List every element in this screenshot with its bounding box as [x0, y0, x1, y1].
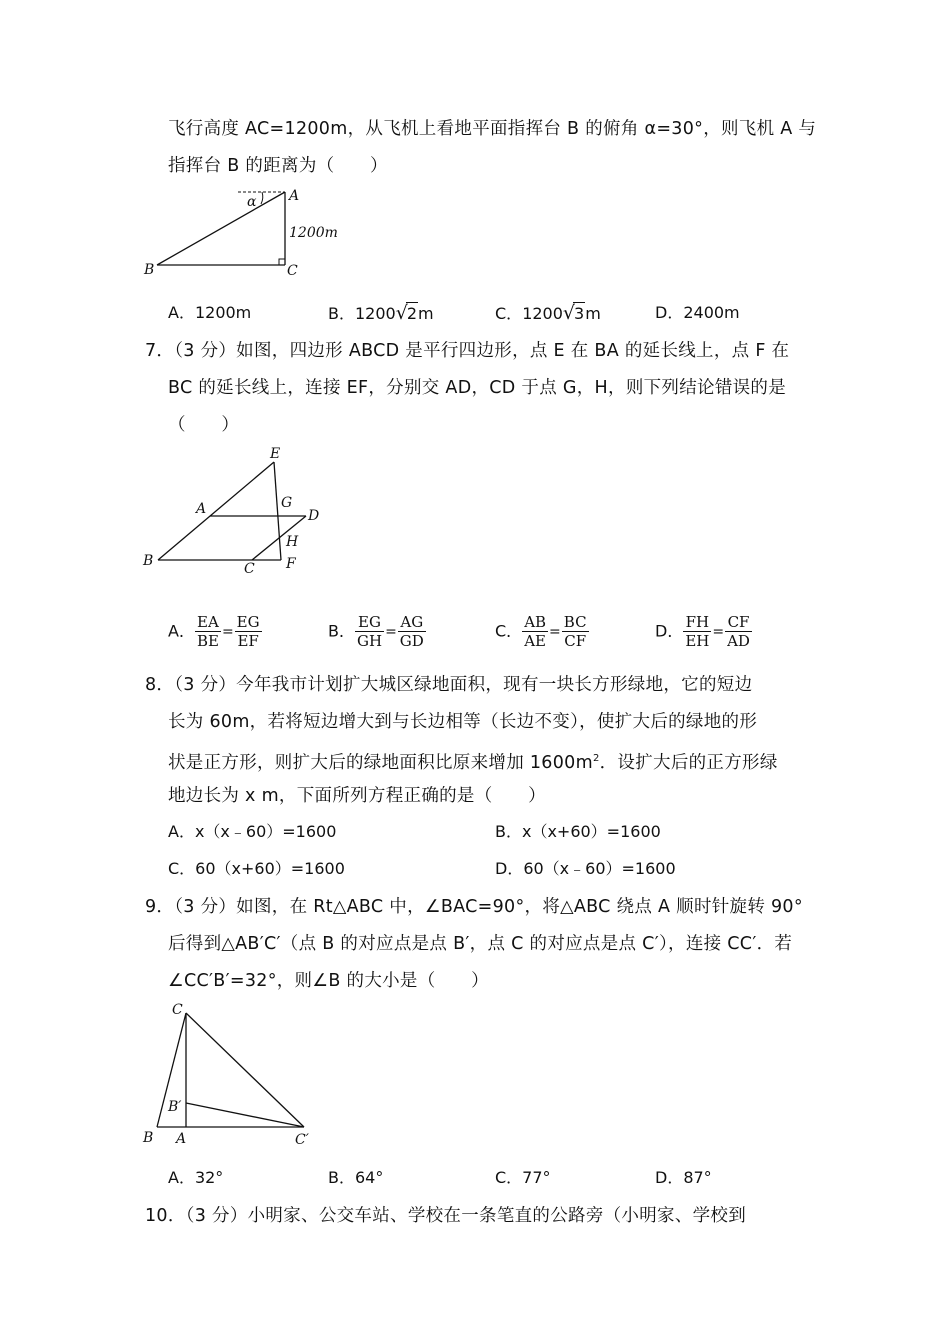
q8-text-line4: 地边长为 x m，下面所列方程正确的是（ ） — [168, 786, 546, 806]
q6-option-a: A．1200m — [168, 303, 252, 322]
q9-text-line3: ∠CC′B′=32°，则∠B 的大小是（ ） — [168, 971, 489, 991]
q7-text-line2: BC 的延长线上，连接 EF，分别交 AD，CD 于点 G，H，则下列结论错误的是 — [168, 378, 787, 398]
q7-option-d: D． $\frac{FH}{EH}$ = $\frac{CF}{AD}$ — [655, 613, 750, 650]
q8-option-b: B．x（x+60）=1600 — [495, 822, 661, 841]
q7-label-g: G — [281, 495, 293, 511]
q7-label-a: A — [196, 501, 207, 517]
q7-text-line3: （ ） — [168, 415, 240, 435]
q6-label-c: C — [287, 263, 298, 279]
q6-label-a: A — [289, 188, 300, 204]
q7-figure — [138, 440, 338, 580]
q9-option-c: C．77° — [495, 1168, 551, 1187]
q7-text-line1: 7．（3 分）如图，四边形 ABCD 是平行四边形，点 E 在 BA 的延长线上，点 F 在 — [145, 341, 790, 361]
q7-option-c: C． $\frac{AB}{AE}$ = $\frac{BC}{CF}$ — [495, 613, 587, 650]
q6-label-b: B — [144, 262, 155, 278]
q6-text-line2: 指挥台 B 的距离为（ ） — [168, 156, 388, 176]
q6-option-c: C．1200√3m — [495, 302, 601, 324]
q6-figure — [140, 184, 350, 280]
q10-text-line1: 10．（3 分）小明家、公交车站、学校在一条笔直的公路旁（小明家、学校到 — [145, 1206, 747, 1226]
q9-option-a: A．32° — [168, 1168, 224, 1187]
q9-option-b: B．64° — [328, 1168, 384, 1187]
q7-label-d: D — [308, 508, 320, 524]
sqrt-symbol: √2 — [395, 302, 417, 324]
sqrt-symbol: √3 — [562, 302, 585, 324]
q7-label-c: C — [244, 561, 255, 577]
q7-label-e: E — [270, 446, 281, 462]
q6-option-d: D．2400m — [655, 303, 740, 322]
q9-text-line2: 后得到△AB′C′（点 B 的对应点是点 B′，点 C 的对应点是点 C′），连接 CC′．若 — [168, 934, 793, 954]
q9-option-d: D．87° — [655, 1168, 712, 1187]
q9-label-b: B — [143, 1130, 154, 1146]
q8-option-a: A．x（x﹣60）=1600 — [168, 822, 337, 841]
q8-option-c: C．60（x+60）=1600 — [168, 859, 345, 878]
q7-label-h: H — [286, 534, 299, 550]
q7-option-b: B． $\frac{EG}{GH}$ = $\frac{AG}{GD}$ — [328, 613, 424, 650]
q7-label-b: B — [143, 553, 154, 569]
q8-text-line1: 8．（3 分）今年我市计划扩大城区绿地面积，现有一块长方形绿地，它的短边 — [145, 675, 753, 695]
q6-option-b: B．1200√2m — [328, 302, 434, 324]
q7-label-f: F — [286, 556, 296, 572]
q9-label-b-prime: B′ — [168, 1099, 182, 1115]
q9-label-c: C — [172, 1002, 183, 1018]
q9-label-c-prime: C′ — [295, 1132, 309, 1148]
q6-text-line1: 飞行高度 AC=1200m，从飞机上看地平面指挥台 B 的俯角 α=30°，则飞机 A 与 — [168, 119, 817, 139]
q9-figure — [138, 998, 328, 1150]
q8-text-line3: 状是正方形，则扩大后的绿地面积比原来增加 $1600m^2$．设扩大后的正方形绿 — [168, 752, 778, 773]
q6-label-alpha: α — [247, 194, 257, 210]
q6-label-height: 1200m — [289, 225, 338, 241]
q8-option-d: D．60（x﹣60）=1600 — [495, 859, 676, 878]
q7-option-a: A． $\frac{EA}{BE}$ = $\frac{EG}{EF}$ — [168, 613, 260, 650]
q9-label-a: A — [176, 1131, 187, 1147]
q9-text-line1: 9．（3 分）如图，在 Rt△ABC 中，∠BAC=90°，将△ABC 绕点 A 顺时针旋转 90° — [145, 897, 803, 917]
q8-text-line2: 长为 60m，若将短边增大到与长边相等（长边不变），使扩大后的绿地的形 — [168, 712, 758, 732]
